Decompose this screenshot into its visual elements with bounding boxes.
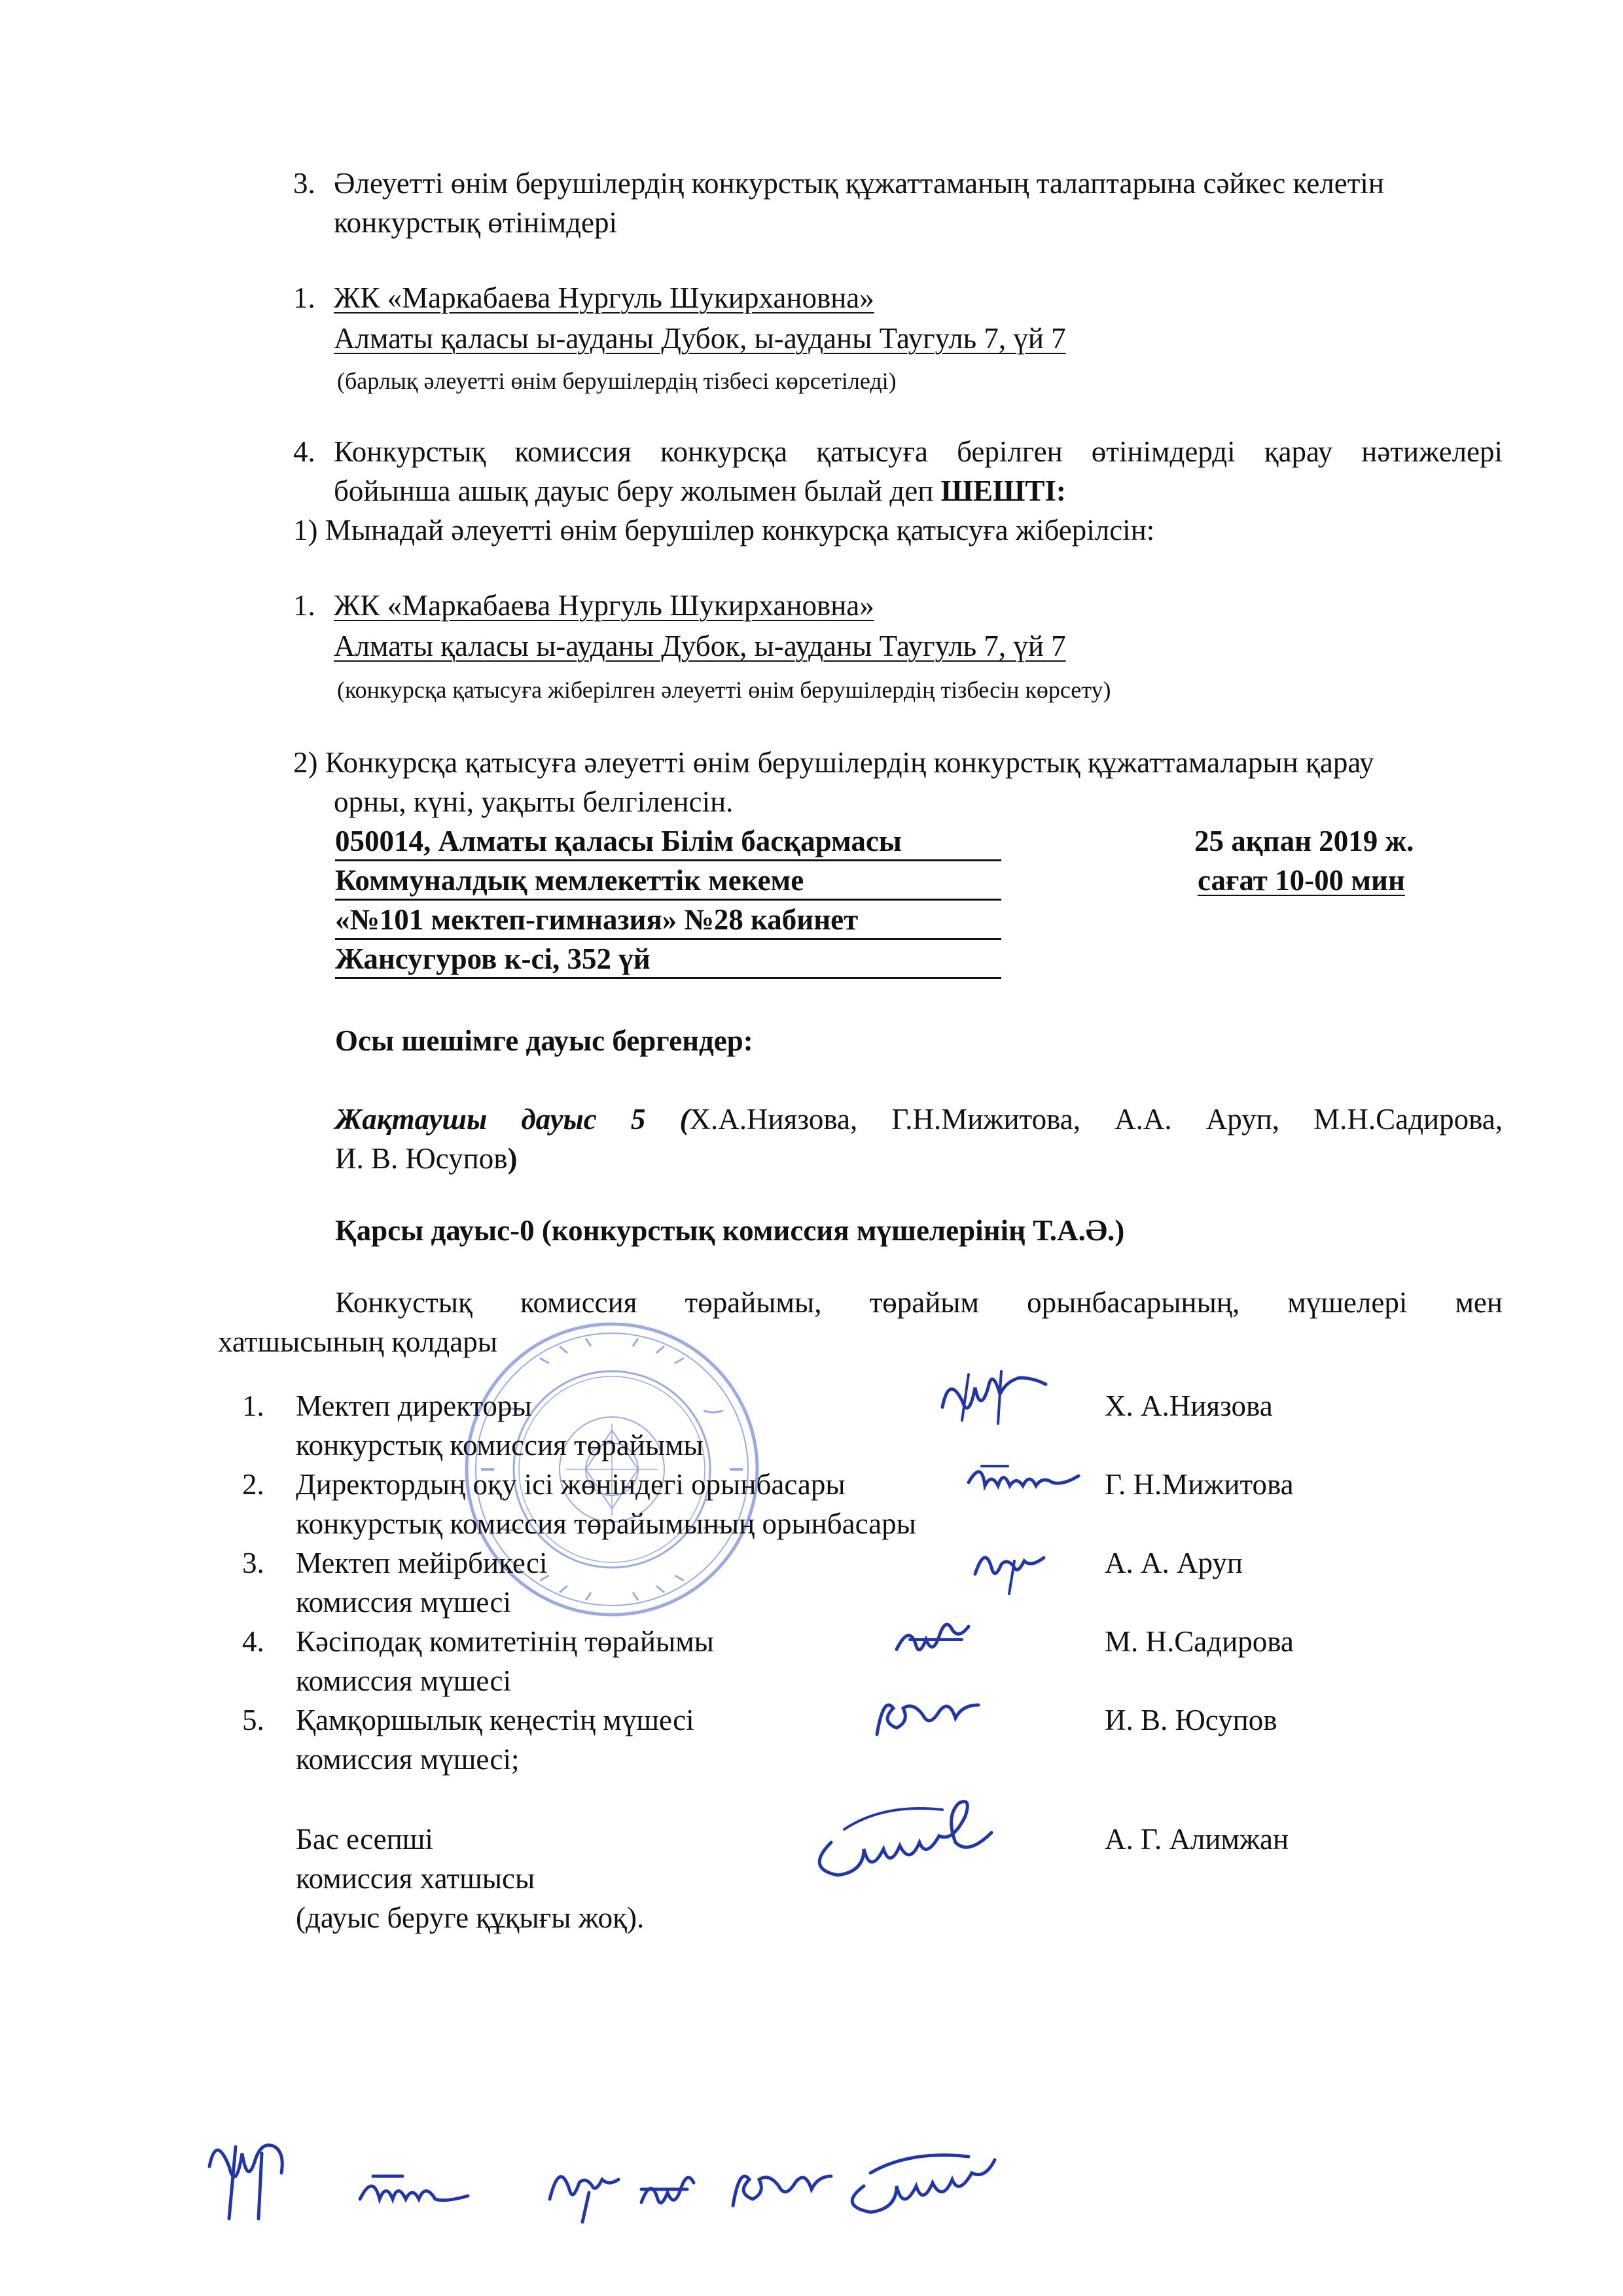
venue-line: Коммуналдық мемлекеттік мекеме: [335, 864, 804, 897]
member-role-detail: комиссия мүшесі: [296, 1586, 511, 1619]
member-role: Мектеп мейірбикесі: [296, 1547, 548, 1579]
member-number: 2.: [242, 1468, 264, 1501]
meeting-time: сағат 10-00 мин: [1198, 864, 1405, 897]
section4-point2-line2: орны, күні, уақыты белгіленсін.: [334, 785, 734, 818]
votes-for-line1: Жақтаушы дауыс 5 (Х.А.Ниязова, Г.Н.Мижитова, А.А. Аруп, М.Н.Садирова,: [335, 1103, 1503, 1136]
section4-intro-line1: Конкурстық комиссия конкурсқа қатысуға берілген өтінімдерді қарау нәтижелері: [334, 435, 1503, 468]
decided-label: ШЕШТІ:: [940, 475, 1066, 507]
member-role: Кәсіподақ комитетінің төрайымы: [296, 1625, 714, 1658]
initials-row-signatures: [183, 2127, 1165, 2238]
member-name: М. Н.Садирова: [1105, 1625, 1294, 1658]
member-number: 3.: [242, 1547, 264, 1579]
secretary-role: Бас есепші: [296, 1823, 433, 1856]
section4-intro-line2: бойынша ашық дауыс беру жолымен былай деп ШЕШТІ:: [334, 475, 1066, 507]
signature-council-member: [867, 1682, 998, 1751]
signature-deputy-chair: [962, 1456, 1093, 1509]
section4-number: 4.: [293, 435, 315, 468]
section4-note: (конкурсқа қатысуға жіберілген әлеуетті өнім берушілердің тізбесін көрсету): [337, 677, 1111, 703]
section4-supplier-address: Алматы қаласы ы-ауданы Дубок, ы-ауданы Таугуль 7, үй 7: [334, 630, 1066, 662]
section4-item-number: 1.: [293, 589, 315, 622]
section3-supplier-name: ЖК «Маркабаева Нургуль Шукирхановна»: [334, 281, 874, 314]
section3-number: 3.: [293, 167, 315, 200]
secretary-voting-note: (дауыс беруге құқығы жоқ).: [296, 1901, 645, 1934]
section4-point2-line1: 2) Конкурсқа қатысуға әлеуетті өнім берушілердің конкурстық құжаттамаларын қарау: [293, 746, 1374, 779]
signatures-intro-line1: Конкустық комиссия төрайымы, төрайым орынбасарының, мүшелері мен: [335, 1286, 1503, 1319]
member-role-detail: комиссия мүшесі: [296, 1664, 511, 1697]
member-name: Г. Н.Мижитова: [1105, 1468, 1294, 1501]
signature-nurse: [969, 1541, 1060, 1597]
section4-point1: 1) Мынадай әлеуетті өнім берушілер конкурсқа қатысуға жіберілсін:: [293, 514, 1155, 547]
votes-for-line2: И. В. Юсупов): [335, 1142, 518, 1175]
signature-secretary: [805, 1790, 1008, 1901]
member-number: 1.: [242, 1390, 264, 1422]
member-name: Х. А.Ниязова: [1105, 1390, 1273, 1422]
section3-item-number: 1.: [293, 281, 315, 314]
signatures-intro-line2: хатшысының қолдары: [218, 1325, 497, 1358]
venue-line: «№101 мектеп-гимназия» №28 кабинет: [335, 903, 859, 936]
section3-note: (барлық әлеуетті өнім берушілердің тізбесі көрсетіледі): [337, 368, 897, 394]
section3-heading-line2: конкурстық өтінімдері: [334, 206, 617, 239]
secretary-role-detail: комиссия хатшысы: [296, 1862, 535, 1895]
signature-chair: [929, 1361, 1073, 1433]
member-role: Директордың оқу ісі жөніндегі орынбасары: [296, 1468, 846, 1501]
votes-against: Қарсы дауыс-0 (конкурстық комиссия мүшелерінің Т.А.Ә.): [335, 1214, 1125, 1247]
member-role-detail: комиссия мүшесі;: [296, 1743, 520, 1776]
venue-line: 050014, Алматы қаласы Білім басқармасы: [335, 825, 902, 857]
section3-heading-line1: Әлеуетті өнім берушілердің конкурстық құжаттаманың талаптарына сәйкес келетін: [334, 167, 1384, 200]
signature-union-chair: [890, 1613, 975, 1666]
secretary-name: А. Г. Алимжан: [1105, 1823, 1289, 1856]
section4-supplier-name: ЖК «Маркабаева Нургуль Шукирхановна»: [334, 589, 874, 622]
member-role-detail: конкурстық комиссия төрайымы: [296, 1429, 704, 1462]
section3-supplier-address: Алматы қаласы ы-ауданы Дубок, ы-ауданы Таугуль 7, үй 7: [334, 322, 1066, 355]
meeting-date: 25 ақпан 2019 ж.: [1194, 825, 1414, 857]
member-name: И. В. Юсупов: [1105, 1704, 1277, 1736]
voting-heading: Осы шешімге дауыс бергендер:: [335, 1024, 753, 1057]
member-number: 5.: [242, 1704, 264, 1736]
member-role: Қамқоршылық кеңестің мүшесі: [296, 1704, 694, 1736]
member-number: 4.: [242, 1625, 264, 1658]
member-name: А. А. Аруп: [1105, 1547, 1243, 1579]
venue-line: Жансугуров к-сі, 352 үй: [335, 942, 651, 975]
venue-underline: [335, 977, 1001, 979]
member-role: Мектеп директоры: [296, 1390, 532, 1422]
member-role-detail: конкурстық комиссия төрайымының орынбасары: [296, 1507, 916, 1540]
